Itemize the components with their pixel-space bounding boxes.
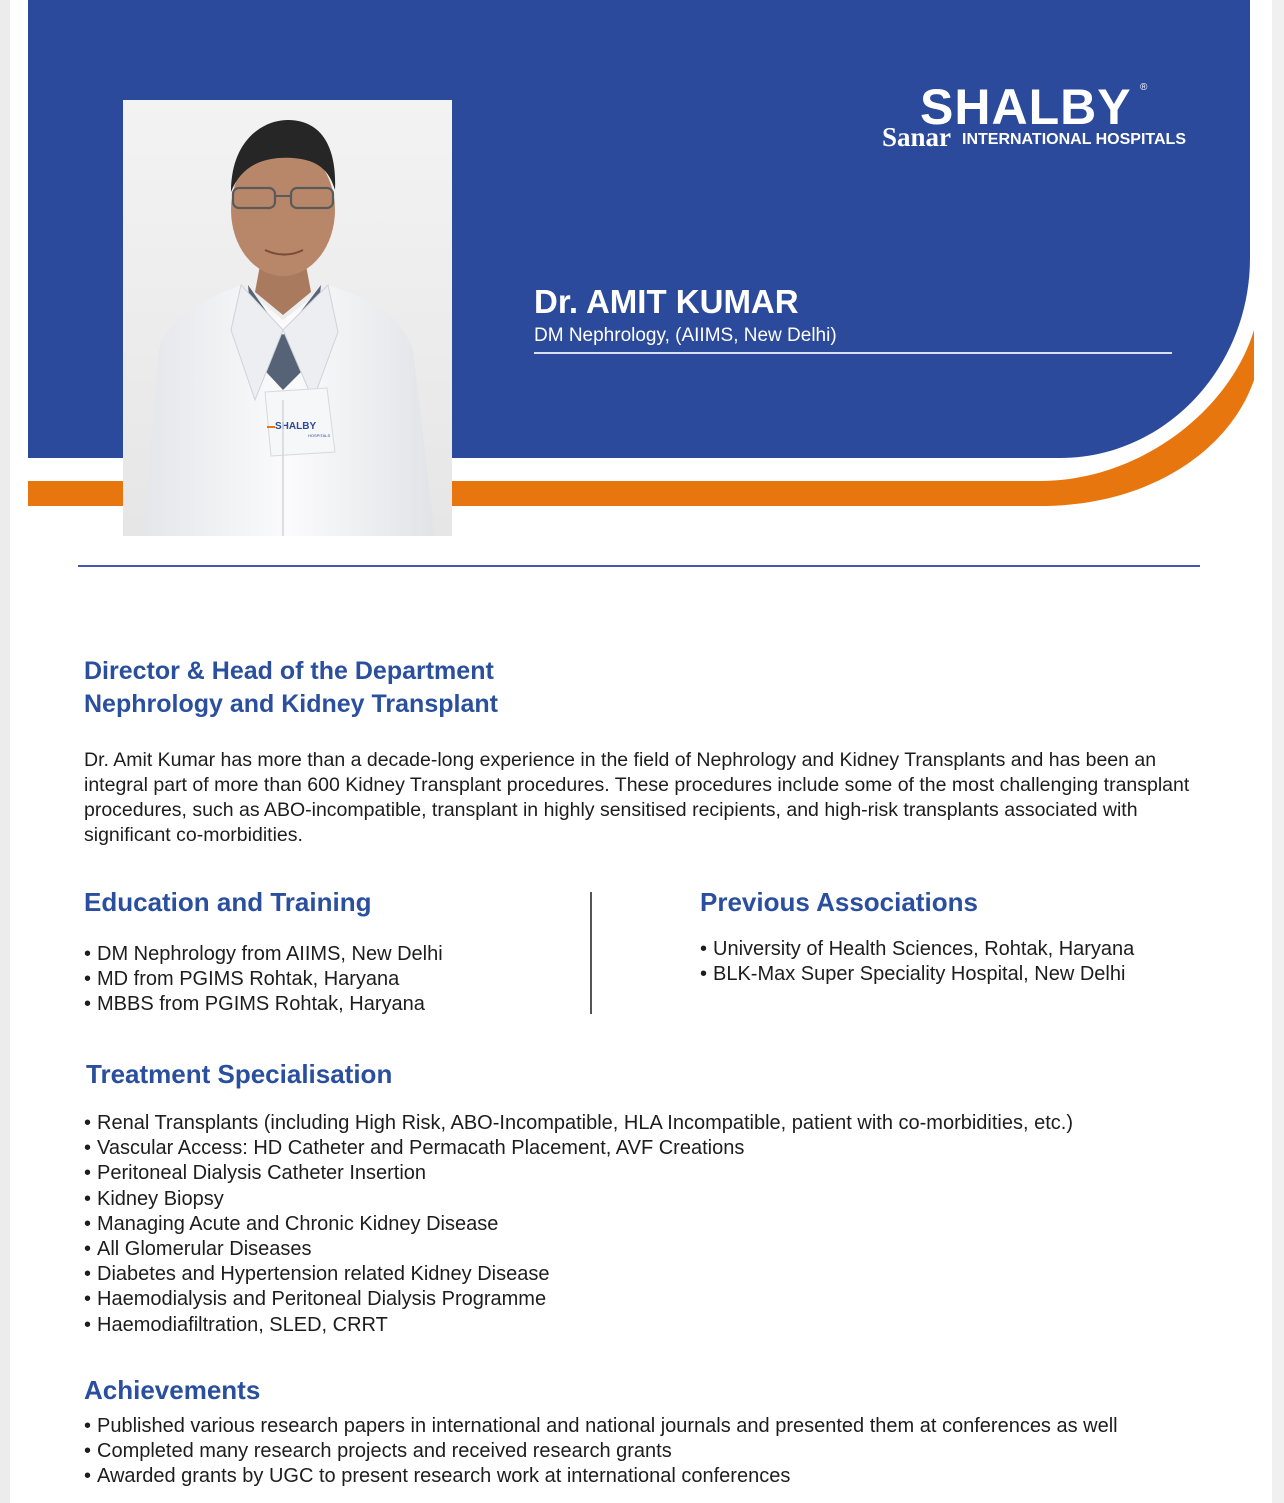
education-list (84, 942, 443, 1018)
list-item: • Haemodialysis and Peritoneal Dialysis Programme (84, 1287, 1073, 1312)
logo-brand: SHALBY (920, 79, 1132, 135)
logo-sub-text: INTERNATIONAL HOSPITALS (962, 131, 1186, 148)
list-item: • Awarded grants by UGC to present research work at international conferences (84, 1464, 1118, 1489)
doctor-portrait-photo (123, 100, 452, 536)
doctor-degree: DM Nephrology, (AIIMS, New Delhi) (534, 325, 837, 346)
role-line-1: Director & Head of the Department (84, 657, 494, 685)
achievements-heading: Achievements (84, 1375, 261, 1405)
associations-heading: Previous Associations (700, 887, 978, 917)
logo-registered-mark: ® (1140, 82, 1148, 93)
list-item: • Kidney Biopsy (84, 1187, 1073, 1212)
list-item: • Peritoneal Dialysis Catheter Insertion (84, 1161, 1073, 1186)
column-divider (590, 892, 592, 1014)
list-item: • Managing Acute and Chronic Kidney Disease (84, 1212, 1073, 1237)
education-heading: Education and Training (84, 887, 372, 917)
name-underline (534, 352, 1172, 354)
intro-paragraph: Dr. Amit Kumar has more than a decade-long experience in the field of Nephrology and Kidney Transplants and has been an integral part of more than 600 Kidney Transplant procedures. These procedures include some of the most challenging transplant procedures, such as ABO-incompatible, transplant in highly sensitised recipients, and high-risk transplants associated with significant co-morbidities. (84, 749, 1190, 846)
list-item: • MBBS from PGIMS Rohtak, Haryana (84, 992, 443, 1017)
list-item: • Vascular Access: HD Catheter and Permacath Placement, AVF Creations (84, 1136, 1073, 1161)
logo-sub-brand: Sanar (882, 122, 952, 152)
list-item: • Haemodiafiltration, SLED, CRRT (84, 1313, 1073, 1338)
doctor-name: Dr. AMIT KUMAR (534, 283, 799, 320)
list-item: • University of Health Sciences, Rohtak, Haryana (700, 937, 1134, 962)
list-item: • BLK-Max Super Speciality Hospital, New Delhi (700, 962, 1134, 987)
associations-list (700, 937, 1134, 987)
role-title (84, 655, 498, 721)
coat-logo-text: SHALBY (275, 421, 317, 432)
list-item: • MD from PGIMS Rohtak, Haryana (84, 967, 443, 992)
list-item: • Completed many research projects and received research grants (84, 1439, 1118, 1464)
section-divider (78, 565, 1200, 567)
list-item: • Diabetes and Hypertension related Kidney Disease (84, 1262, 1073, 1287)
coat-logo-subtext: HOSPITALS (308, 433, 331, 438)
list-item: • All Glomerular Diseases (84, 1237, 1073, 1262)
list-item: • DM Nephrology from AIIMS, New Delhi (84, 942, 443, 967)
achievements-list (84, 1414, 1118, 1490)
list-item: • Renal Transplants (including High Risk, ABO-Incompatible, HLA Incompatible, patient with co-morbidities, etc.) (84, 1111, 1073, 1136)
treatment-list (84, 1111, 1073, 1338)
list-item: • Published various research papers in international and national journals and presented them at conferences as well (84, 1414, 1118, 1439)
treatment-heading: Treatment Specialisation (86, 1059, 393, 1089)
role-line-2: Nephrology and Kidney Transplant (84, 690, 498, 718)
